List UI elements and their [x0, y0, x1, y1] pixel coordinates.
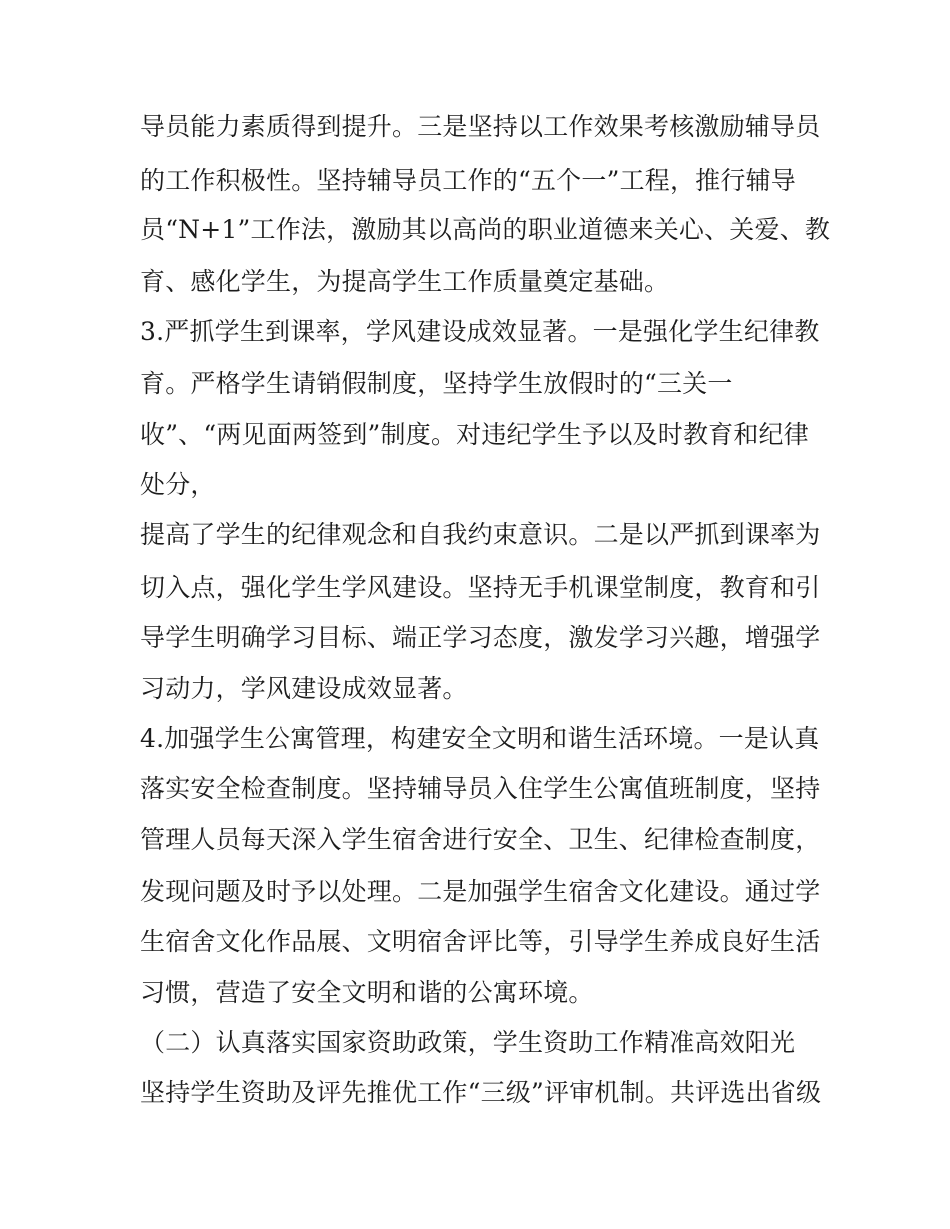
- text-line: 3.严抓学生到课率，学风建设成效显著。一是强化学生纪律教: [140, 317, 820, 346]
- text-line: 育。严格学生请销假制度，坚持学生放假时的“三关一: [140, 369, 733, 398]
- text-line: 切入点，强化学生学风建设。坚持无手机课堂制度，教育和引: [140, 573, 821, 602]
- text-line: （二）认真落实国家资助政策，学生资助工作精准高效阳光: [140, 1028, 796, 1057]
- text-line: 习惯，营造了安全文明和谐的公寓环境。: [140, 978, 594, 1007]
- text-line: 收”、“两见面两签到”制度。对违纪学生予以及时教育和纪律: [140, 420, 809, 449]
- text-line: 4.加强学生公寓管理，构建安全文明和谐生活环境。一是认真: [140, 724, 820, 753]
- text-line: 导员能力素质得到提升。三是坚持以工作效果考核激励辅导员: [140, 112, 821, 141]
- text-line: 坚持学生资助及评先推优工作“三级”评审机制。共评选出省级: [140, 1078, 822, 1107]
- text-line: 育、感化学生，为提高学生工作质量奠定基础。: [140, 267, 670, 296]
- text-line: 发现问题及时予以处理。二是加强学生宿舍文化建设。通过学: [140, 877, 821, 906]
- text-line: 落实安全检查制度。坚持辅导员入住学生公寓值班制度，坚持: [140, 774, 821, 803]
- text-line: 处分，: [140, 470, 216, 499]
- text-line: 提高了学生的纪律观念和自我约束意识。二是以严抓到课率为: [140, 520, 821, 549]
- text-line: 管理人员每天深入学生宿舍进行安全、卫生、纪律检查制度，: [140, 825, 821, 854]
- text-line: 习动力，学风建设成效显著。: [140, 674, 468, 703]
- text-line: 生宿舍文化作品展、文明宿舍评比等，引导学生养成良好生活: [140, 927, 821, 956]
- text-line: 的工作积极性。坚持辅导员工作的“五个一”工程，推行辅导: [140, 166, 796, 195]
- text-line: 员“N+1”工作法，激励其以高尚的职业道德来关心、关爱、教: [140, 215, 831, 244]
- text-line: 导学生明确学习目标、端正学习态度，激发学习兴趣，增强学: [140, 623, 821, 652]
